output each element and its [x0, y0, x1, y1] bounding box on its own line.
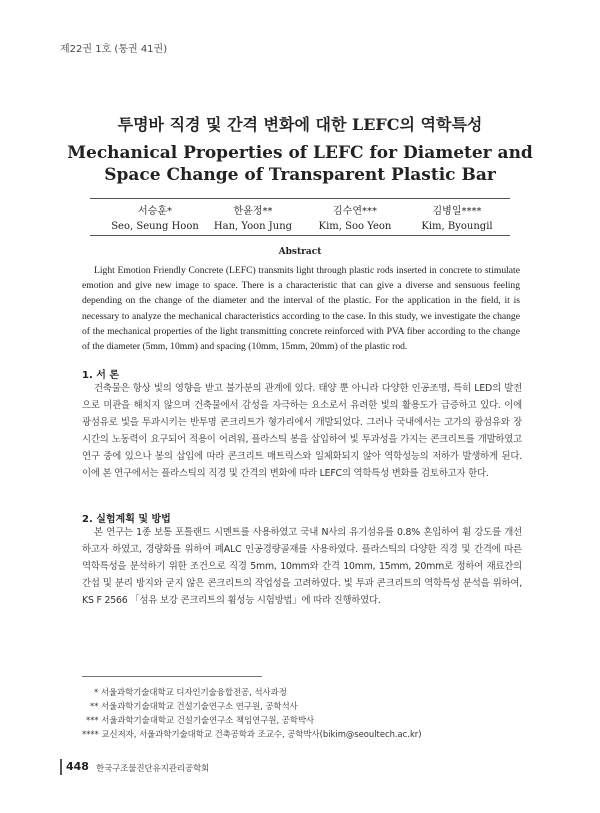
abstract-text-content: Light Emotion Friendly Concrete (LEFC) transmits light through plastic rods inserted in concrete to stimulate emotion and give new image to space. There is a characteristic that can give a diverse and sensuous feeling depending on the change of the diameter and the interval of the plastic. For the application in the field, it is necessary to analyze the mechanical characteristics according to the case. In this study, we investigate the change of the mechanical properties of the light transmitting concrete reinforced with PVA fiber according to the change of the diameter (5mm, 10mm) and spacing (10mm, 15mm, 20mm) of the plastic rod. — [82, 265, 520, 353]
footnote-1: * 서울과학기술대학교 디자인기술융합전공, 석사과정 — [94, 687, 287, 697]
authors-top-rule — [90, 198, 510, 199]
footnote-4: **** 교신저자, 서울과학기술대학교 건축공학과 조교수, 공학박사(bikim@seoultech.ac.kr) — [82, 729, 422, 739]
section-2-text-content: 본 연구는 1종 보통 포틀랜드 시멘트를 사용하였고 국내 N사의 유기섬유를 0.8% 혼입하여 휨 강도를 개선하고자 하였고, 경량화를 위하여 폐ALC 인공경량골재를 사용하였다. 플라스틱의 다양한 직경 및 간격에 따른 역학특성을 분석하기 위한 조건으로 직경 5mm, 10mm와 간격 10mm, 15mm, 20mm로 정하여 재료간의 간섭 및 분리 방지와 굳지 않은 콘크리트의 작업성을 고려하였다. 빛 투과 콘크리트의 역학특성 분석을 위하여, KS F 2566 「섬유 보강 콘크리트의 휨성능 시험방법」에 따라 진행하였다. — [82, 527, 522, 607]
author-2-english-name: Han, Yoon Jung — [213, 221, 293, 232]
section-1-text-content: 건축물은 항상 빛의 영향을 받고 불가분의 관계에 있다. 태양 뿐 아니라 다양한 인공조명, 특히 LED의 발전으로 미관을 해치지 않으며 건축물에서 감성을 자극하는 요소로서 유려한 빛의 활용도가 급증하고 있다. 이에 광섬유로 빛을 투과시키는 반투명 콘크리트가 형가리에서 개발되었다. 그러나 국내에서는 고가의 광섬유와 장시간의 노동력이 요구되어 적용이 어려워, 플라스틱 봉을 삽입하여 빛 투과성을 가지는 콘크리트를 개발하였고 연구 중에 있으나 봉의 삽입에 따라 콘크리트 매트릭스와 일체화되지 않아 역학성능의 저하가 발생하게 된다. 이에 본 연구에서는 플라스틱의 직경 및 간격의 변화에 따라 LEFC의 역학특성 변화를 검토하고자 한다. — [82, 383, 522, 480]
author-3 — [300, 204, 410, 234]
author-3-english-name: Kim, Soo Yeon — [318, 221, 392, 232]
korean-title: 투명바 직경 및 간격 변화에 대한 LEFC의 역학특성 — [117, 115, 483, 134]
abstract-heading: Abstract — [278, 247, 322, 257]
author-2-korean-name: 한윤정** — [233, 206, 273, 217]
section-1-text — [82, 380, 522, 483]
section-2-heading: 2. 실험계획 및 방법 — [82, 514, 171, 525]
page-number: 448 — [66, 760, 89, 773]
author-1-korean-name: 서승훈* — [138, 206, 172, 217]
section-1-heading: 1. 서 론 — [82, 370, 120, 381]
abstract-text — [82, 263, 520, 354]
authors-bottom-rule — [90, 235, 510, 236]
author-4-korean-name: 김병일**** — [432, 206, 482, 217]
author-1 — [100, 204, 210, 234]
author-3-korean-name: 김수연*** — [333, 206, 377, 217]
author-4 — [402, 204, 512, 234]
author-2 — [198, 204, 308, 234]
section-2-text — [82, 524, 522, 609]
author-1-english-name: Seo, Seung Hoon — [111, 221, 199, 232]
footnote-3: *** 서울과학기술대학교 건설기술연구소 책임연구원, 공학박사 — [86, 715, 315, 725]
journal-volume-header: 제22권 1호 (통권 41권) — [60, 44, 168, 55]
page-number-bar — [60, 759, 62, 775]
journal-name: 한국구조물진단유지관리공학회 — [96, 763, 210, 773]
footnote-2: ** 서울과학기술대학교 건설기술연구소 연구원, 공학석사 — [90, 701, 298, 711]
footnote-rule — [82, 676, 262, 677]
author-4-english-name: Kim, Byoungil — [421, 221, 493, 232]
english-title: Mechanical Properties of LEFC for Diameter and Space Change of Transparent Plastic Bar — [67, 143, 533, 185]
